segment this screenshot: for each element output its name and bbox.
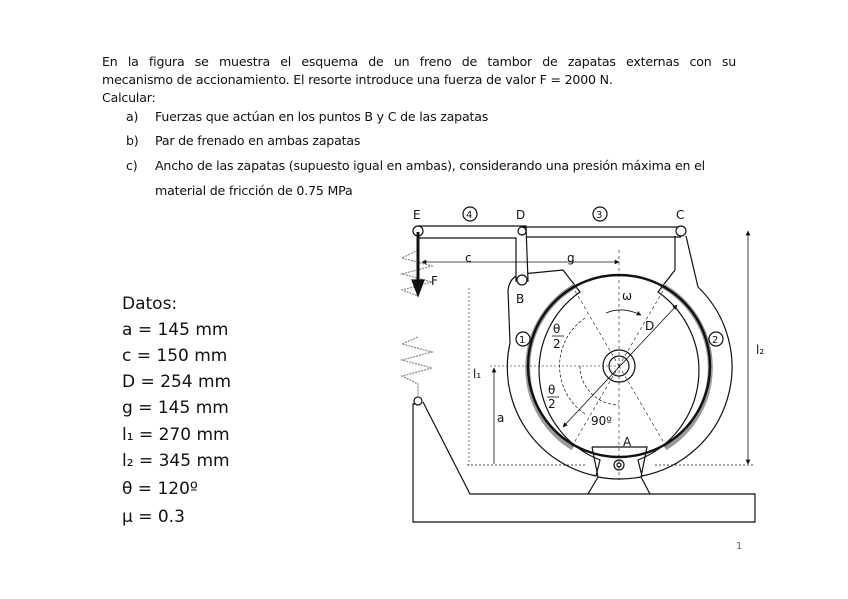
label-c: c [465,251,472,265]
label-E: E [413,208,421,222]
label-diameter: D [645,319,655,333]
dato-c: c = 150 mm [122,346,228,366]
label-F: F [431,274,438,288]
label-shoe-1: 1 [519,335,526,346]
dato-D: D = 254 mm [122,372,232,392]
label-link-3: 3 [596,210,603,221]
dato-theta: θ = 120º [122,479,198,499]
dato-l2: l₂ = 345 mm [122,451,230,471]
label-theta-upper: θ [553,322,561,336]
link-3 [522,227,681,237]
label-two-lower: 2 [548,397,556,411]
base-frame [413,402,755,522]
label-shoe-2: 2 [712,335,719,346]
dato-l1: l₁ = 270 mm [122,425,230,445]
pivot-B [517,275,527,285]
dato-g: g = 145 mm [122,398,229,418]
label-l2: l₂ [756,343,765,357]
label-omega: ω [622,289,633,303]
right-shoe [638,236,732,476]
item-b-marker: b) [126,133,139,148]
item-c-marker: c) [126,158,138,173]
item-a-marker: a) [126,109,139,124]
label-link-4: 4 [466,210,473,221]
label-g: g [567,251,575,265]
left-lining [528,286,575,448]
pivot-D [518,227,526,235]
label-a: a [497,411,505,425]
intro-line-2: mecanismo de accionamiento. El resorte introduce una fuerza de valor F = 2000 N. [102,72,613,87]
datos-title: Datos: [122,294,178,314]
pivot-C [676,226,686,236]
calcular-heading: Calcular: [102,90,156,105]
label-theta-lower: θ [548,383,556,397]
omega-arrow [606,310,641,315]
label-B: B [516,292,525,306]
item-b-text: Par de frenado en ambas zapatas [155,133,361,148]
item-c-text-line2: material de fricción de 0.75 MPa [155,183,353,198]
lever-4 [418,226,528,281]
label-C: C [676,208,685,222]
dato-mu: μ = 0.3 [122,507,185,527]
label-l1: l₁ [473,367,482,381]
label-A: A [623,435,632,449]
item-c-text: Ancho de las zapatas (supuesto igual en ambas), considerando una presión máxima en el [155,158,705,173]
label-90: 90º [591,414,612,428]
page-number: 1 [736,541,743,552]
label-two-upper: 2 [553,337,561,351]
right-lining [663,286,710,448]
dato-a: a = 145 mm [122,320,229,340]
spring-lower [402,337,432,398]
intro-line-1: En la figura se muestra el esquema de un freno de tambor de zapatas externas con su [102,54,736,69]
label-D: D [516,208,526,222]
item-a-text: Fuerzas que actúan en los puntos B y C de las zapatas [155,109,489,124]
pivot-spring [414,397,422,405]
